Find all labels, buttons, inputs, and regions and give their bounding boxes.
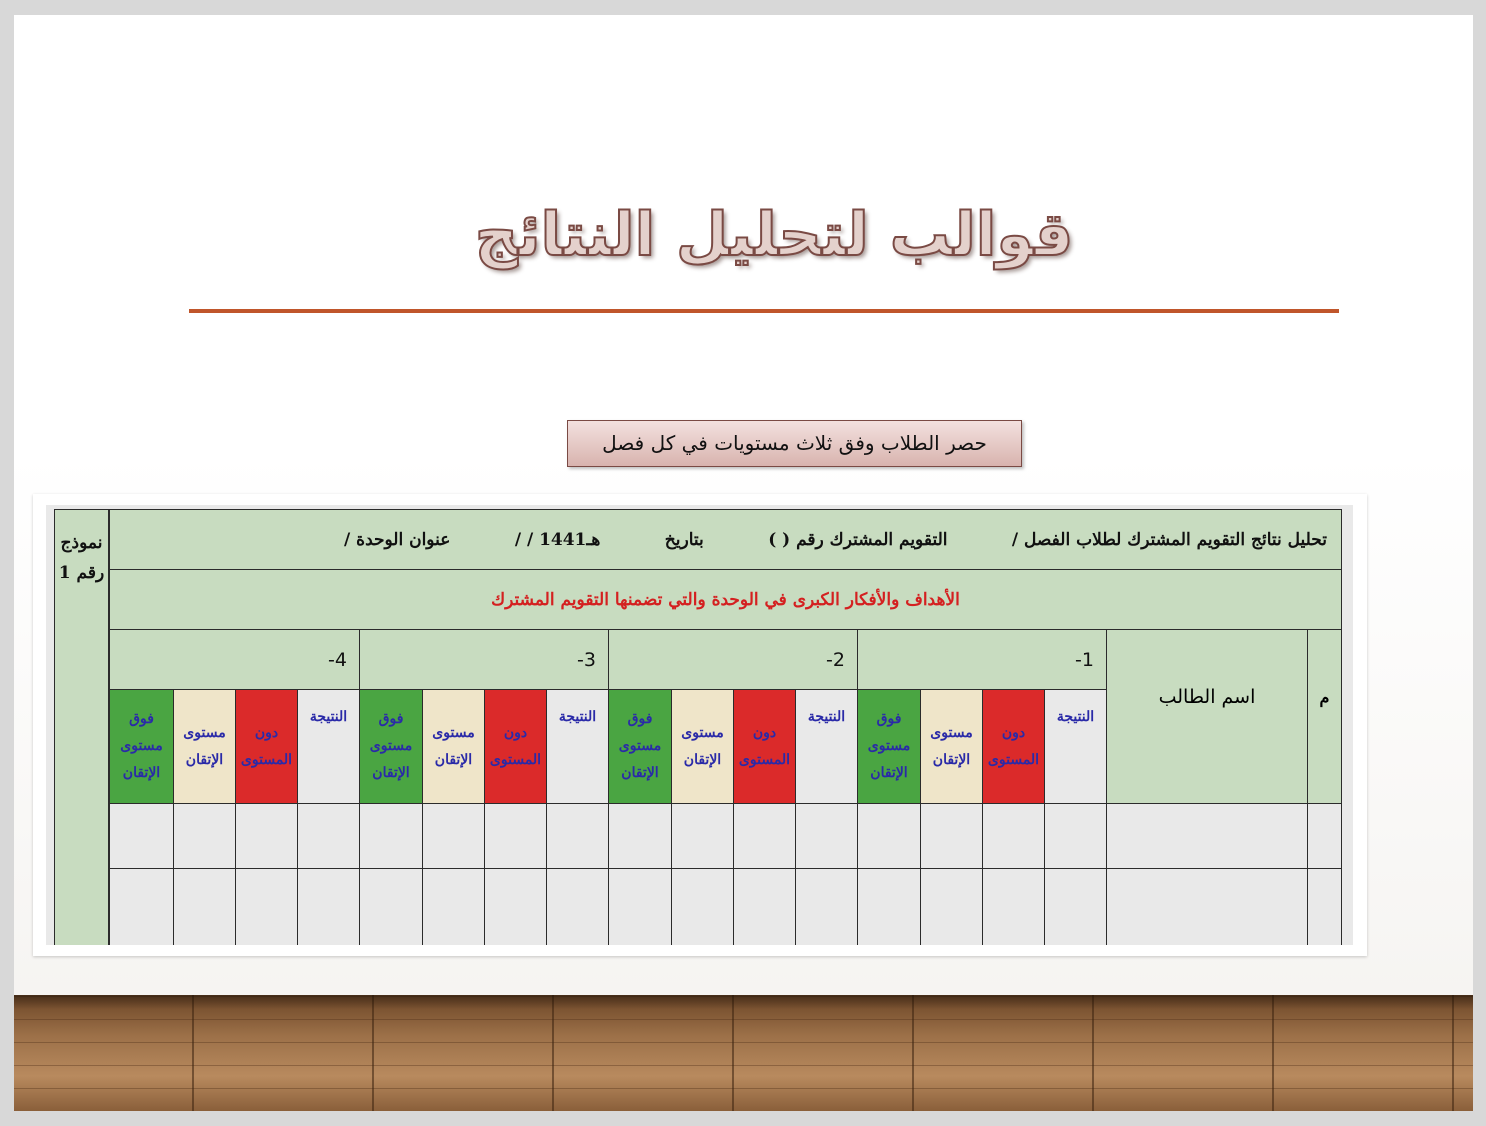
level-result: النتيجة [297,689,360,804]
table-cell [982,868,1045,945]
level-above: فوق مستوى الإتقان [109,689,174,804]
table-cell [608,803,672,869]
slide [14,15,1473,1111]
table-cell [733,868,796,945]
table-cell [608,868,672,945]
table-cell [109,803,174,869]
slide-title: قوالب لتحليل النتائج [474,200,1074,270]
group-header-3: 3- [359,629,609,690]
model-label: نموذج رقم 1 [54,509,110,945]
table-cell [173,868,236,945]
level-below: دون المستوى [733,689,796,804]
level-below: دون المستوى [484,689,547,804]
table-cell [920,868,983,945]
table-cell [297,803,360,869]
table-cell [982,803,1045,869]
group-header-1: 1- [857,629,1107,690]
index-header: م [1307,629,1342,804]
table-cell [857,868,921,945]
table-cell [235,868,298,945]
table-cell [109,868,174,945]
results-analysis-sheet [46,505,1353,945]
table-cell [484,868,547,945]
table-cell [235,803,298,869]
group-header-2: 2- [608,629,858,690]
table-cell [733,803,796,869]
table-cell [484,803,547,869]
table-cell [1106,868,1308,945]
header-date: بتاريخ [664,529,704,550]
level-below: دون المستوى [982,689,1045,804]
table-cell [1044,868,1107,945]
table-cell [795,803,858,869]
header-row [109,509,1342,570]
title-divider [189,309,1339,313]
group-header-4: 4- [109,629,360,690]
table-cell [1106,803,1308,869]
level-above: فوق مستوى الإتقان [359,689,423,804]
callout-box: حصر الطلاب وفق ثلاث مستويات في كل فصل [567,420,1022,467]
table-image-frame [33,494,1367,956]
table-cell [671,868,734,945]
table-cell [173,803,236,869]
level-result: النتيجة [795,689,858,804]
level-result: النتيجة [546,689,609,804]
table-cell [297,868,360,945]
header-date-value: / / 1441هـ [514,529,601,550]
student-name-header: اسم الطالب [1106,629,1308,804]
table-cell [422,868,485,945]
table-cell [546,803,609,869]
table-cell [1307,868,1342,945]
floor-shadow [14,995,1473,1009]
table-cell [546,868,609,945]
table-cell [422,803,485,869]
header-assessment: التقويم المشترك رقم ( ) [768,529,948,550]
level-mastery: مستوى الإتقان [422,689,485,804]
header-analysis: تحليل نتائج التقويم المشترك لطلاب الفصل / [1011,529,1327,550]
table-cell [857,803,921,869]
level-mastery: مستوى الإتقان [920,689,983,804]
wooden-floor-decoration [14,995,1473,1111]
table-cell [1044,803,1107,869]
level-above: فوق مستوى الإتقان [857,689,921,804]
level-above: فوق مستوى الإتقان [608,689,672,804]
level-below: دون المستوى [235,689,298,804]
level-mastery: مستوى الإتقان [671,689,734,804]
level-mastery: مستوى الإتقان [173,689,236,804]
table-cell [1307,803,1342,869]
table-cell [671,803,734,869]
table-cell [359,803,423,869]
table-cell [920,803,983,869]
goals-row: الأهداف والأفكار الكبرى في الوحدة والتي تضمنها التقويم المشترك [109,569,1342,630]
header-unit: عنوان الوحدة / [344,529,451,550]
table-cell [795,868,858,945]
table-cell [359,868,423,945]
level-result: النتيجة [1044,689,1107,804]
